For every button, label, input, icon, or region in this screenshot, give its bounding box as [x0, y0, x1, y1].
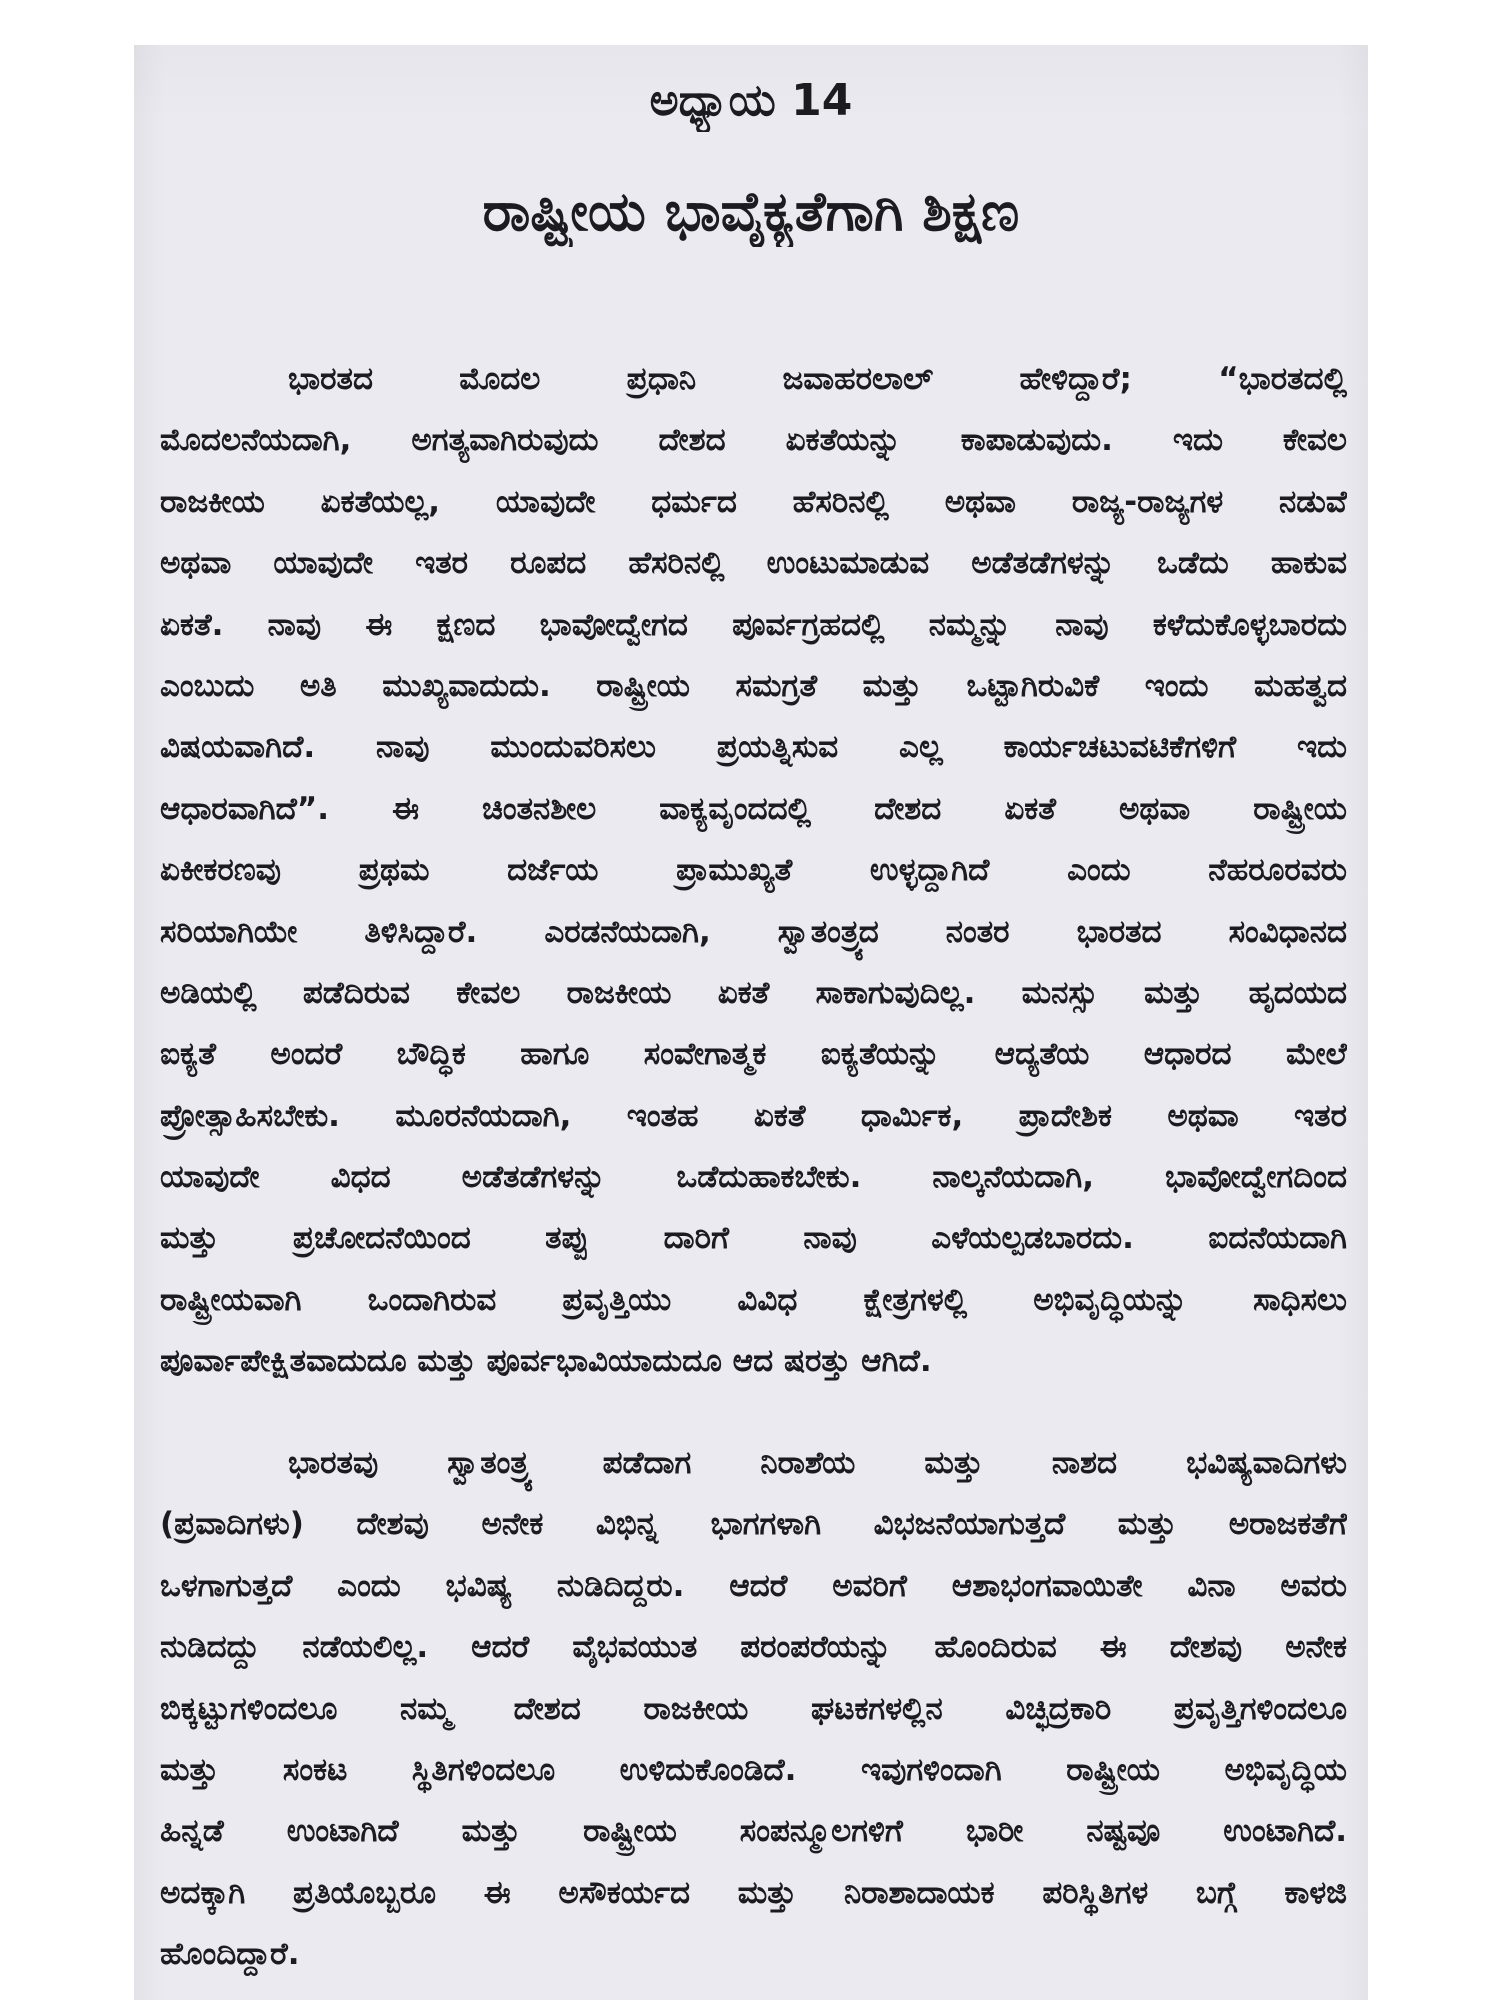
paragraph-line: ಅಡಿಯಲ್ಲಿ ಪಡೆದಿರುವ ಕೇವಲ ರಾಜಕೀಯ ಏಕತೆ ಸಾಕಾಗುವುದಿಲ್ಲ. ಮನಸ್ಸು ಮತ್ತು ಹೃದಯದ	[160, 974, 1347, 1011]
paragraph-line: ವಿಷಯವಾಗಿದೆ. ನಾವು ಮುಂದುವರಿಸಲು ಪ್ರಯತ್ನಿಸುವ ಎಲ್ಲ ಕಾರ್ಯಚಟುವಟಿಕೆಗಳಿಗೆ ಇದು	[160, 729, 1347, 766]
paragraph-line: ಬಿಕ್ಕಟ್ಟುಗಳಿಂದಲೂ ನಮ್ಮ ದೇಶದ ರಾಜಕೀಯ ಘಟಕಗಳಲ್ಲಿನ ವಿಚ್ಛಿದ್ರಕಾರಿ ಪ್ರವೃತ್ತಿಗಳಿಂದಲೂ	[160, 1690, 1347, 1727]
paragraph-line: ಅದಕ್ಕಾಗಿ ಪ್ರತಿಯೊಬ್ಬರೂ ಈ ಅಸೌಕರ್ಯದ ಮತ್ತು ನಿರಾಶಾದಾಯಕ ಪರಿಸ್ಥಿತಿಗಳ ಬಗ್ಗೆ ಕಾಳಜಿ	[160, 1874, 1347, 1911]
chapter-title: ರಾಷ್ಟ್ರೀಯ ಭಾವೈಕ್ಯತೆಗಾಗಿ ಶಿಕ್ಷಣ	[482, 180, 1020, 243]
paragraph-line: ಹೊಂದಿದ್ದಾರೆ.	[160, 1936, 300, 1973]
paragraph-line: ಪ್ರೋತ್ಸಾಹಿಸಬೇಕು. ಮೂರನೆಯದಾಗಿ, ಇಂತಹ ಏಕತೆ ಧಾರ್ಮಿಕ, ಪ್ರಾದೇಶಿಕ ಅಥವಾ ಇತರ	[160, 1097, 1347, 1134]
paragraph-line: ಏಕತೆ. ನಾವು ಈ ಕ್ಷಣದ ಭಾವೋದ್ವೇಗದ ಪೂರ್ವಗ್ರಹದಲ್ಲಿ ನಮ್ಮನ್ನು ನಾವು ಕಳೆದುಕೊಳ್ಳಬಾರದು	[160, 606, 1347, 643]
paragraph-line: ರಾಜಕೀಯ ಏಕತೆಯಲ್ಲ, ಯಾವುದೇ ಧರ್ಮದ ಹೆಸರಿನಲ್ಲಿ ಅಥವಾ ರಾಜ್ಯ-ರಾಜ್ಯಗಳ ನಡುವೆ	[160, 483, 1347, 520]
paragraph-line: ಮತ್ತು ಪ್ರಚೋದನೆಯಿಂದ ತಪ್ಪು ದಾರಿಗೆ ನಾವು ಎಳೆಯಲ್ಪಡಬಾರದು. ಐದನೆಯದಾಗಿ	[160, 1220, 1347, 1257]
paragraph-line: (ಪ್ರವಾದಿಗಳು) ದೇಶವು ಅನೇಕ ವಿಭಿನ್ನ ಭಾಗಗಳಾಗಿ ವಿಭಜನೆಯಾಗುತ್ತದೆ ಮತ್ತು ಅರಾಜಕತೆಗೆ	[160, 1506, 1347, 1543]
paragraph-line: ಭಾರತದ ಮೊದಲ ಪ್ರಧಾನಿ ಜವಾಹರಲಾಲ್ ಹೇಳಿದ್ದಾರೆ; “ಭಾರತದಲ್ಲಿ	[288, 361, 1347, 397]
paragraph-line: ಏಕೀಕರಣವು ಪ್ರಥಮ ದರ್ಜೆಯ ಪ್ರಾಮುಖ್ಯತೆ ಉಳ್ಳದ್ದಾಗಿದೆ ಎಂದು ನೆಹರೂರವರು	[160, 852, 1347, 889]
paragraph-line: ಒಳಗಾಗುತ್ತದೆ ಎಂದು ಭವಿಷ್ಯ ನುಡಿದಿದ್ದರು. ಆದರೆ ಅವರಿಗೆ ಆಶಾಭಂಗವಾಯಿತೇ ವಿನಾ ಅವರು	[160, 1567, 1347, 1604]
paragraph-line: ಹಿನ್ನಡೆ ಉಂಟಾಗಿದೆ ಮತ್ತು ರಾಷ್ಟ್ರೀಯ ಸಂಪನ್ಮೂಲಗಳಿಗೆ ಭಾರೀ ನಷ್ಟವೂ ಉಂಟಾಗಿದೆ.	[160, 1813, 1347, 1850]
paragraph-1	[160, 349, 1347, 1393]
paragraph-line: ಮತ್ತು ಸಂಕಟ ಸ್ಥಿತಿಗಳಿಂದಲೂ ಉಳಿದುಕೊಂಡಿದೆ. ಇವುಗಳಿಂದಾಗಿ ರಾಷ್ಟ್ರೀಯ ಅಭಿವೃದ್ಧಿಯ	[160, 1751, 1347, 1788]
paragraph-line: ಆಧಾರವಾಗಿದೆ”. ಈ ಚಿಂತನಶೀಲ ವಾಕ್ಯವೃಂದದಲ್ಲಿ ದೇಶದ ಏಕತೆ ಅಥವಾ ರಾಷ್ಟ್ರೀಯ	[160, 790, 1347, 827]
paragraph-2	[160, 1433, 1347, 1986]
paragraph-line: ನುಡಿದದ್ದು ನಡೆಯಲಿಲ್ಲ. ಆದರೆ ವೈಭವಯುತ ಪರಂಪರೆಯನ್ನು ಹೊಂದಿರುವ ಈ ದೇಶವು ಅನೇಕ	[160, 1629, 1347, 1666]
paragraph-line: ಎಂಬುದು ಅತಿ ಮುಖ್ಯವಾದುದು. ರಾಷ್ಟ್ರೀಯ ಸಮಗ್ರತೆ ಮತ್ತು ಒಟ್ಟಾಗಿರುವಿಕೆ ಇಂದು ಮಹತ್ವದ	[160, 667, 1347, 704]
paragraph-line: ಐಕ್ಯತೆ ಅಂದರೆ ಬೌದ್ಧಿಕ ಹಾಗೂ ಸಂವೇಗಾತ್ಮಕ ಐಕ್ಯತೆಯನ್ನು ಆದ್ಯತೆಯ ಆಧಾರದ ಮೇಲೆ	[160, 1036, 1347, 1073]
paragraph-line: ರಾಷ್ಟ್ರೀಯವಾಗಿ ಒಂದಾಗಿರುವ ಪ್ರವೃತ್ತಿಯು ವಿವಿಧ ಕ್ಷೇತ್ರಗಳಲ್ಲಿ ಅಭಿವೃದ್ಧಿಯನ್ನು ಸಾಧಿಸಲು	[160, 1281, 1347, 1318]
paragraph-line: ಸರಿಯಾಗಿಯೇ ತಿಳಿಸಿದ್ದಾರೆ. ಎರಡನೆಯದಾಗಿ, ಸ್ವಾತಂತ್ರ್ಯದ ನಂತರ ಭಾರತದ ಸಂವಿಧಾನದ	[160, 913, 1347, 950]
paragraph-line: ಪೂರ್ವಾಪೇಕ್ಷಿತವಾದುದೂ ಮತ್ತು ಪೂರ್ವಭಾವಿಯಾದುದೂ ಆದ ಷರತ್ತು ಆಗಿದೆ.	[160, 1343, 932, 1380]
paragraph-line: ಭಾರತವು ಸ್ವಾತಂತ್ರ್ಯ ಪಡೆದಾಗ ನಿರಾಶೆಯ ಮತ್ತು ನಾಶದ ಭವಿಷ್ಯವಾದಿಗಳು	[288, 1445, 1347, 1481]
paragraph-line: ಯಾವುದೇ ವಿಧದ ಅಡೆತಡೆಗಳನ್ನು ಒಡೆದುಹಾಕಬೇಕು. ನಾಲ್ಕನೆಯದಾಗಿ, ಭಾವೋದ್ವೇಗದಿಂದ	[160, 1159, 1347, 1196]
chapter-number-heading: ಅಧ್ಯಾಯ 14	[649, 75, 853, 126]
paragraph-line: ಮೊದಲನೆಯದಾಗಿ, ಅಗತ್ಯವಾಗಿರುವುದು ದೇಶದ ಏಕತೆಯನ್ನು ಕಾಪಾಡುವುದು. ಇದು ಕೇವಲ	[160, 422, 1347, 459]
paragraph-line: ಅಥವಾ ಯಾವುದೇ ಇತರ ರೂಪದ ಹೆಸರಿನಲ್ಲಿ ಉಂಟುಮಾಡುವ ಅಡೆತಡೆಗಳನ್ನು ಒಡೆದು ಹಾಕುವ	[160, 545, 1347, 582]
